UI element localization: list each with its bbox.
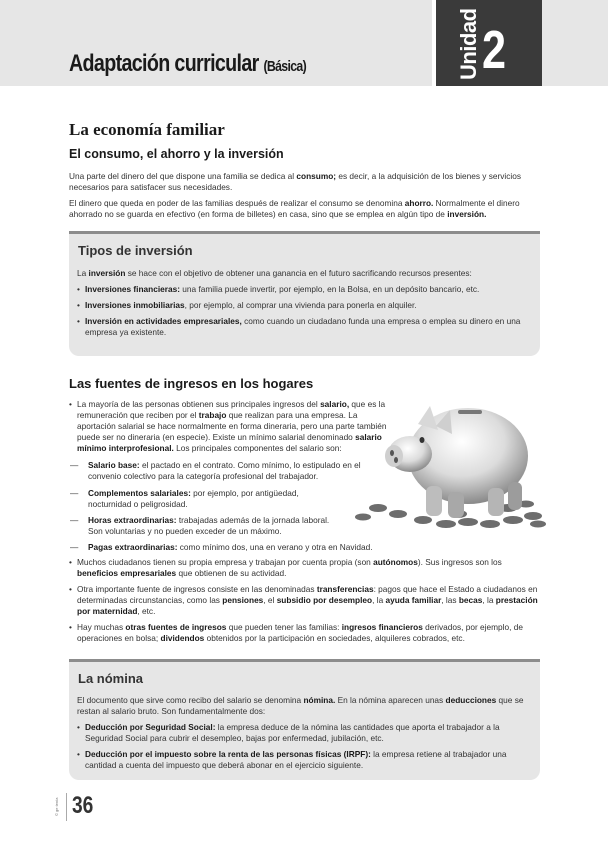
intro-paragraph-2: El dinero que queda en poder de las familias después de realizar el consumo se denomina ahorro. Normalmente el dinero ahorrado no se guarda en efectivo (en forma de billetes) en casa, sino que se emplea en algún tipo de inversión. xyxy=(69,198,520,219)
box-intro: El documento que sirve como recibo del salario se denomina nómina. En la nómina aparecen unas deducciones que se restan al salario bruto. Son fundamentalmente dos: xyxy=(77,695,524,716)
box-intro: La inversión se hace con el objetivo de obtener una ganancia en el futuro sacrificando recursos presentes: xyxy=(77,268,472,278)
header-title: Adaptación curricular (Básica) xyxy=(69,50,307,77)
header-subtitle: (Básica) xyxy=(263,58,307,75)
section-title: Las fuentes de ingresos en los hogares xyxy=(69,376,314,391)
page-title: La economía familiar xyxy=(69,120,225,139)
unit-label: Unidad xyxy=(456,8,481,80)
unit-number: 2 xyxy=(482,20,507,80)
page-number-divider xyxy=(66,793,67,821)
list-item: • Deducción por el impuesto sobre la renta de las personas físicas (IRPF): la empresa retiene al trabajador una cantidad a cuenta del impuesto que deberá abonar en el ejercicio siguiente. xyxy=(85,749,529,771)
list-item: • Inversiones inmobiliarias, por ejemplo, al comprar una vivienda para ponerla en alquiler. xyxy=(85,300,529,311)
list-item: • Muchos ciudadanos tienen su propia empresa y trabajan por cuenta propia (son autónomos). Sus ingresos son los beneficios empresariales que obtienen de su actividad. xyxy=(77,557,541,579)
section-subtitle: El consumo, el ahorro y la inversión xyxy=(69,147,284,161)
list-item: • Hay muchas otras fuentes de ingresos que pueden tener las familias: ingresos financieros derivados, por ejemplo, de operaciones en bolsa; dividendos obtenidos por la participación en sociedades, alquileres cobrados, etc. xyxy=(77,622,541,644)
payroll-box xyxy=(69,659,540,780)
list-item: — Horas extraordinarias: trabajadas además de la jornada laboral. Son voluntarias y no pueden exceder de un máximo. xyxy=(88,515,338,537)
list-item: — Salario base: el pactado en el contrato. Como mínimo, lo estipulado en el convenio colectivo para la categoría profesional del trabajador. xyxy=(88,460,380,482)
list-item: • Deducción por Seguridad Social: la empresa deduce de la nómina las cantidades que aporta el trabajador a la Seguridad Social para cubrir el desempleo, bajas por enfermedad, jubilación, etc. xyxy=(85,722,529,744)
box-title: Tipos de inversión xyxy=(78,243,193,258)
investment-types-box xyxy=(69,231,540,356)
list-item: • Otra importante fuente de ingresos consiste en las denominadas transferencias: pagos que hace el Estado a ciudadanos en determinadas circunstancias, como las pensiones, el subsidio por desempleo, la ayuda familiar, las becas, la prestación por maternidad, etc. xyxy=(77,584,541,617)
intro-paragraph-1: Una parte del dinero del que dispone una familia se dedica al consumo; es decir, a la adquisición de los bienes y servicios necesarios para satisfacer sus necesidades. xyxy=(69,171,521,192)
list-item: • La mayoría de las personas obtienen sus principales ingresos del salario, que es la remuneración que reciben por el trabajo que realizan para una empresa. La aportación salarial se hace normalmente en forma dineraria, pero una parte también puede ser no dineraria (en especie). Existe un mínimo salarial denominado salario mínimo interprofesional. Los principales componentes del salario son: xyxy=(77,399,389,454)
copyright-mark: © ge tenía xyxy=(54,797,59,816)
box-title: La nómina xyxy=(78,671,144,686)
list-item: • Inversión en actividades empresariales, como cuando un ciudadano funda una empresa o emplea su dinero en una empresa ya existente. xyxy=(85,316,529,338)
page-number: 36 xyxy=(72,792,94,819)
list-item: • Inversiones financieras: una familia puede invertir, por ejemplo, en la Bolsa, en un depósito bancario, etc. xyxy=(85,284,529,295)
list-item: — Complementos salariales: por ejemplo, por antigüedad, nocturnidad o peligrosidad. xyxy=(88,488,340,510)
piggy-bank-illustration xyxy=(338,396,550,532)
list-item: — Pagas extraordinarias: como mínimo dos, una en verano y otra en Navidad. xyxy=(88,542,468,553)
